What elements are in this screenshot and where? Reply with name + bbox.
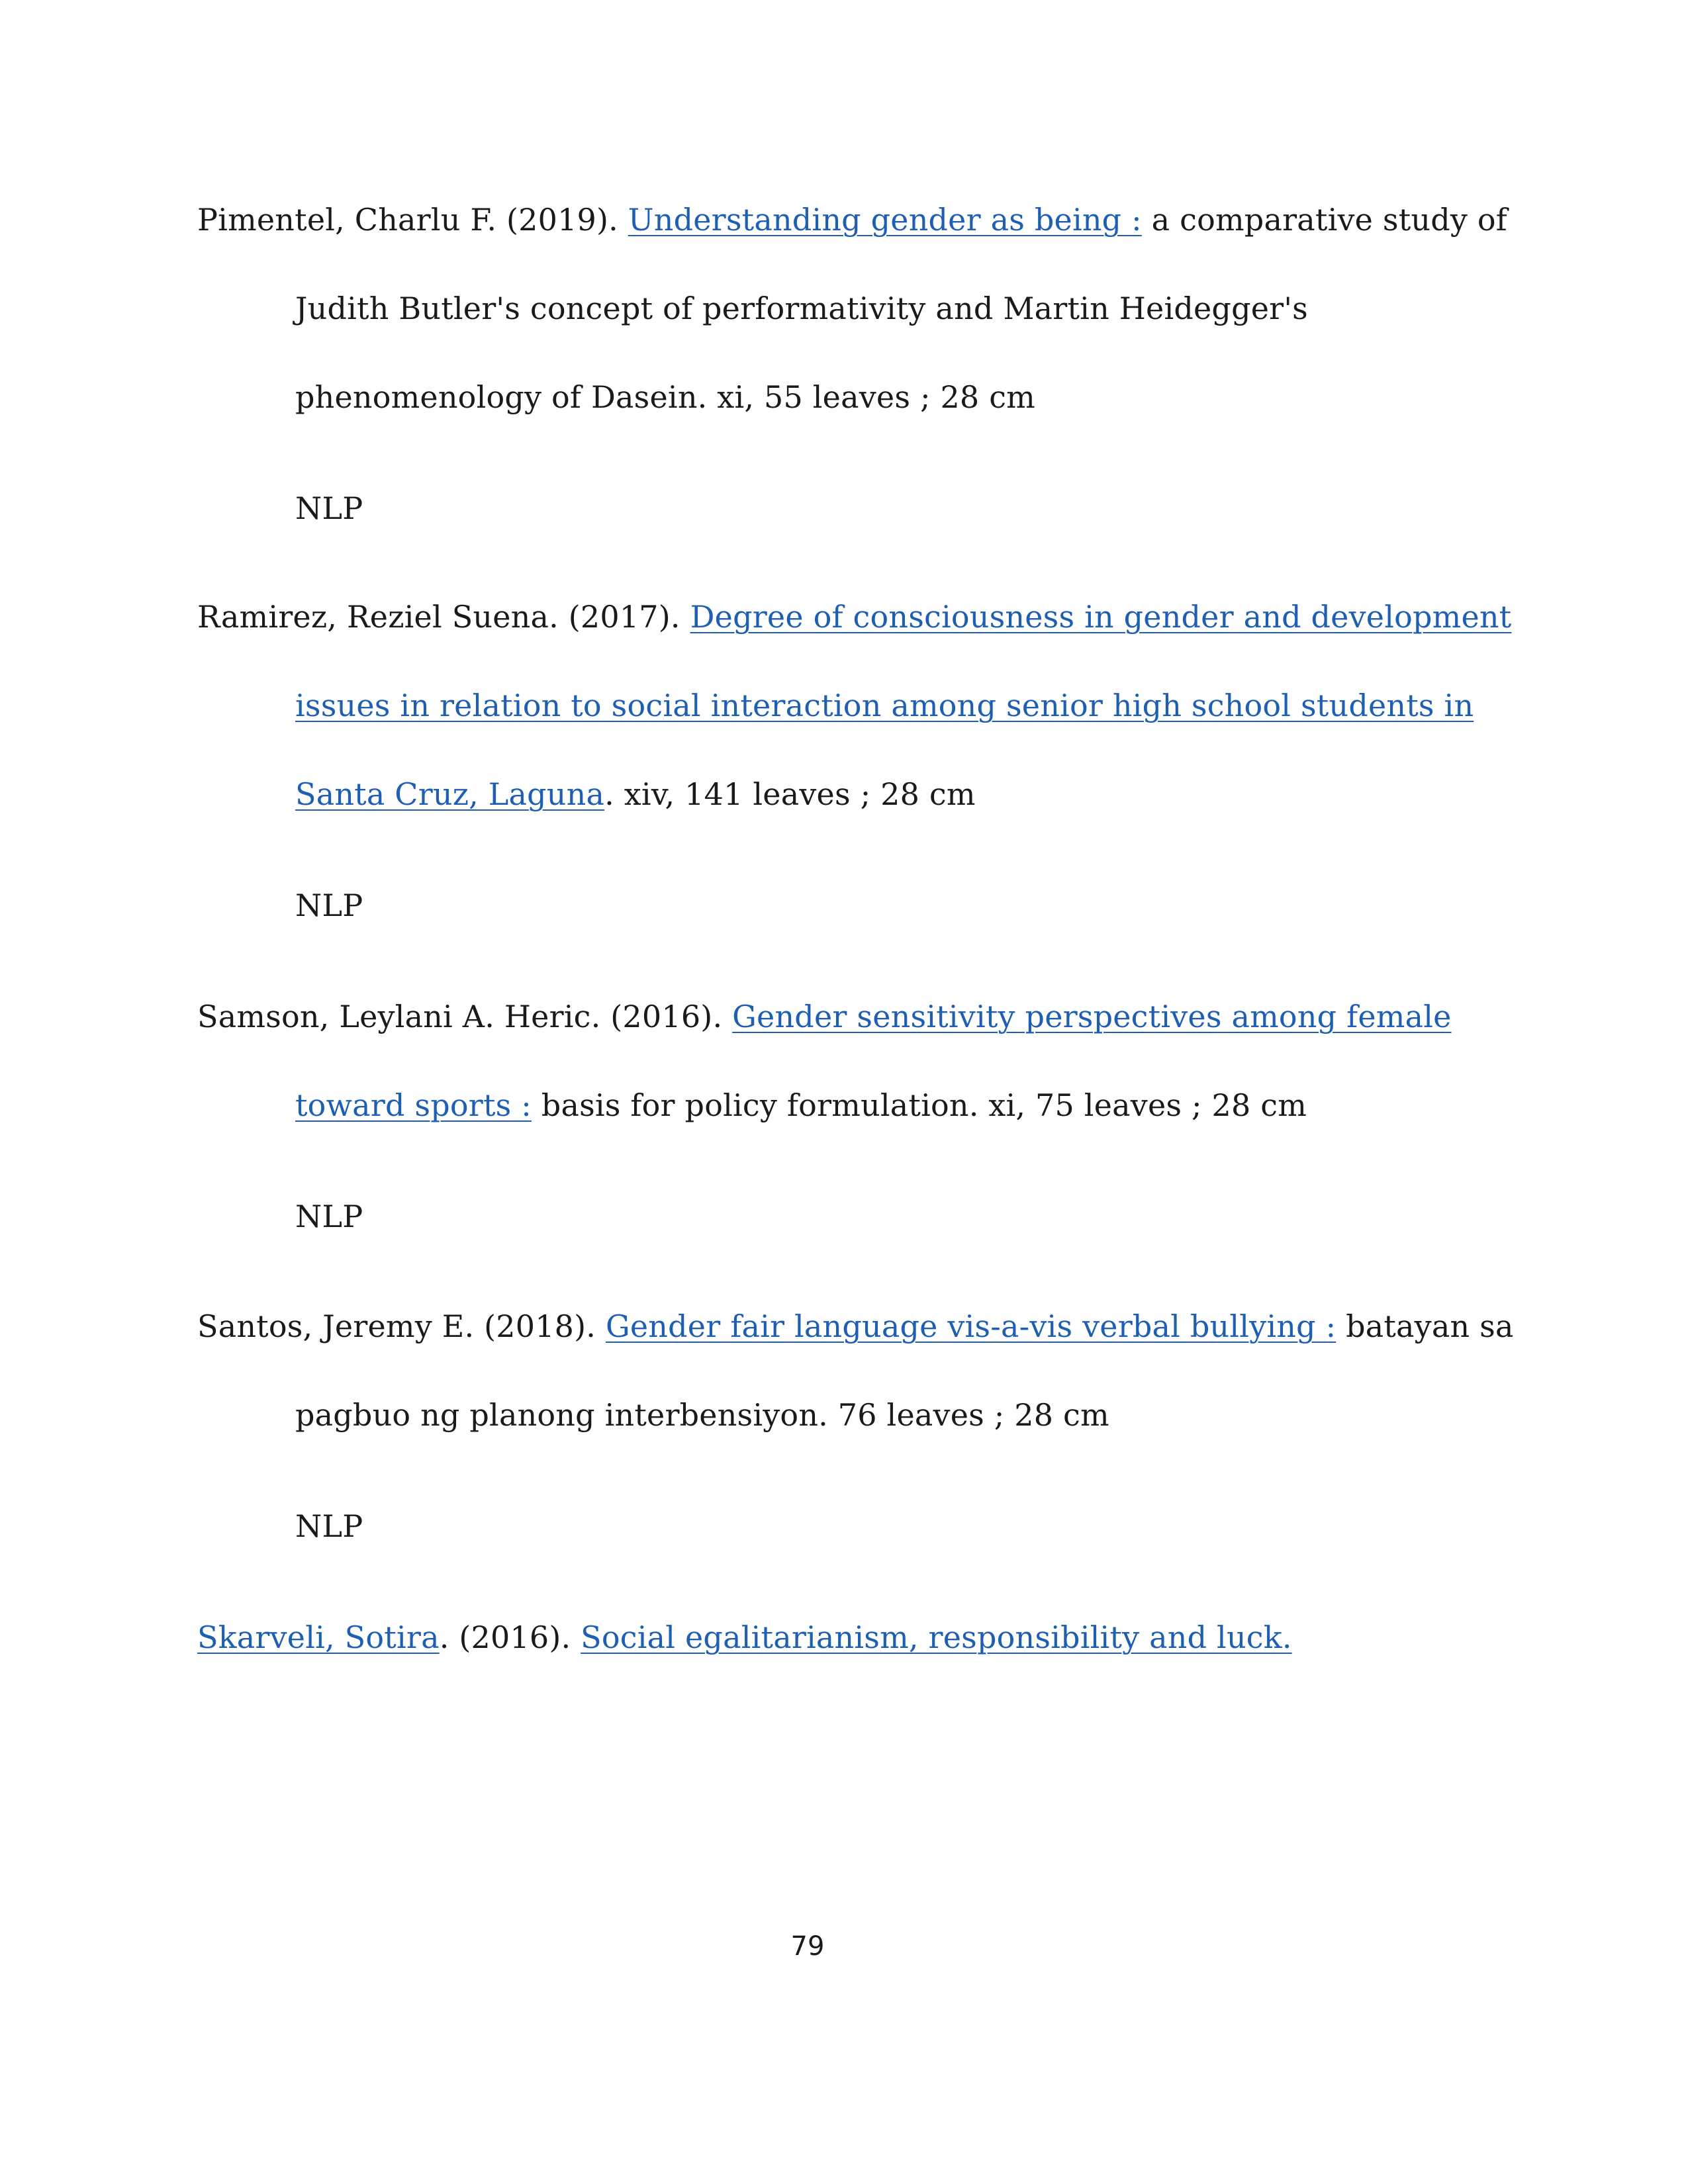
title-link-continuation[interactable]: toward sports :	[295, 1087, 532, 1123]
reference-continuation: phenomenology of Dasein. xi, 55 leaves ; 28 cm	[295, 379, 1036, 415]
reference-continuation	[197, 1087, 1307, 1123]
location-label: NLP	[295, 490, 363, 526]
title-link-continuation[interactable]: issues in relation to social interaction among senior high school students in	[295, 688, 1474, 723]
title-link[interactable]: Degree of consciousness in gender and development	[690, 599, 1512, 635]
reference-entry-skarveli	[197, 1619, 1292, 1655]
title-link[interactable]: Gender fair language vis-a-vis verbal bullying :	[605, 1308, 1336, 1344]
reference-continuation: Judith Butler's concept of performativity and Martin Heidegger's	[295, 291, 1308, 326]
reference-entry-pimentel	[197, 202, 1508, 238]
title-link-continuation[interactable]: Santa Cruz, Laguna	[295, 776, 605, 812]
reference-continuation	[197, 690, 1474, 721]
page-number: 79	[790, 1931, 825, 1962]
reference-entry-samson	[197, 1001, 1452, 1032]
extent-text: . xiv, 141 leaves ; 28 cm	[604, 776, 976, 812]
reference-entry-ramirez	[197, 599, 1512, 635]
reference-continuation: pagbuo ng planong interbensiyon. 76 leaves ; 28 cm	[295, 1397, 1109, 1433]
location-label: NLP	[295, 887, 363, 923]
title-link[interactable]: Gender sensitivity perspectives among female	[732, 999, 1452, 1034]
author-text: Ramirez, Reziel Suena. (2017).	[197, 599, 690, 635]
reference-continuation	[197, 776, 976, 812]
location-label: NLP	[295, 1508, 363, 1544]
subtitle-text: basis for policy formulation. xi, 75 leaves ; 28 cm	[531, 1087, 1307, 1123]
title-link[interactable]: Social egalitarianism, responsibility and luck.	[581, 1619, 1292, 1655]
subtitle-text: batayan sa	[1336, 1308, 1514, 1344]
reference-entry-santos	[197, 1308, 1514, 1344]
author-link[interactable]: Skarveli, Sotira	[197, 1619, 440, 1655]
subtitle-text: a comparative study of	[1141, 202, 1508, 238]
author-text: Pimentel, Charlu F. (2019).	[197, 202, 628, 238]
location-label: NLP	[295, 1199, 363, 1234]
year-text: . (2016).	[439, 1619, 581, 1655]
title-link[interactable]: Understanding gender as being :	[628, 202, 1142, 238]
author-text: Santos, Jeremy E. (2018).	[197, 1308, 606, 1344]
author-text: Samson, Leylani A. Heric. (2016).	[197, 999, 733, 1034]
